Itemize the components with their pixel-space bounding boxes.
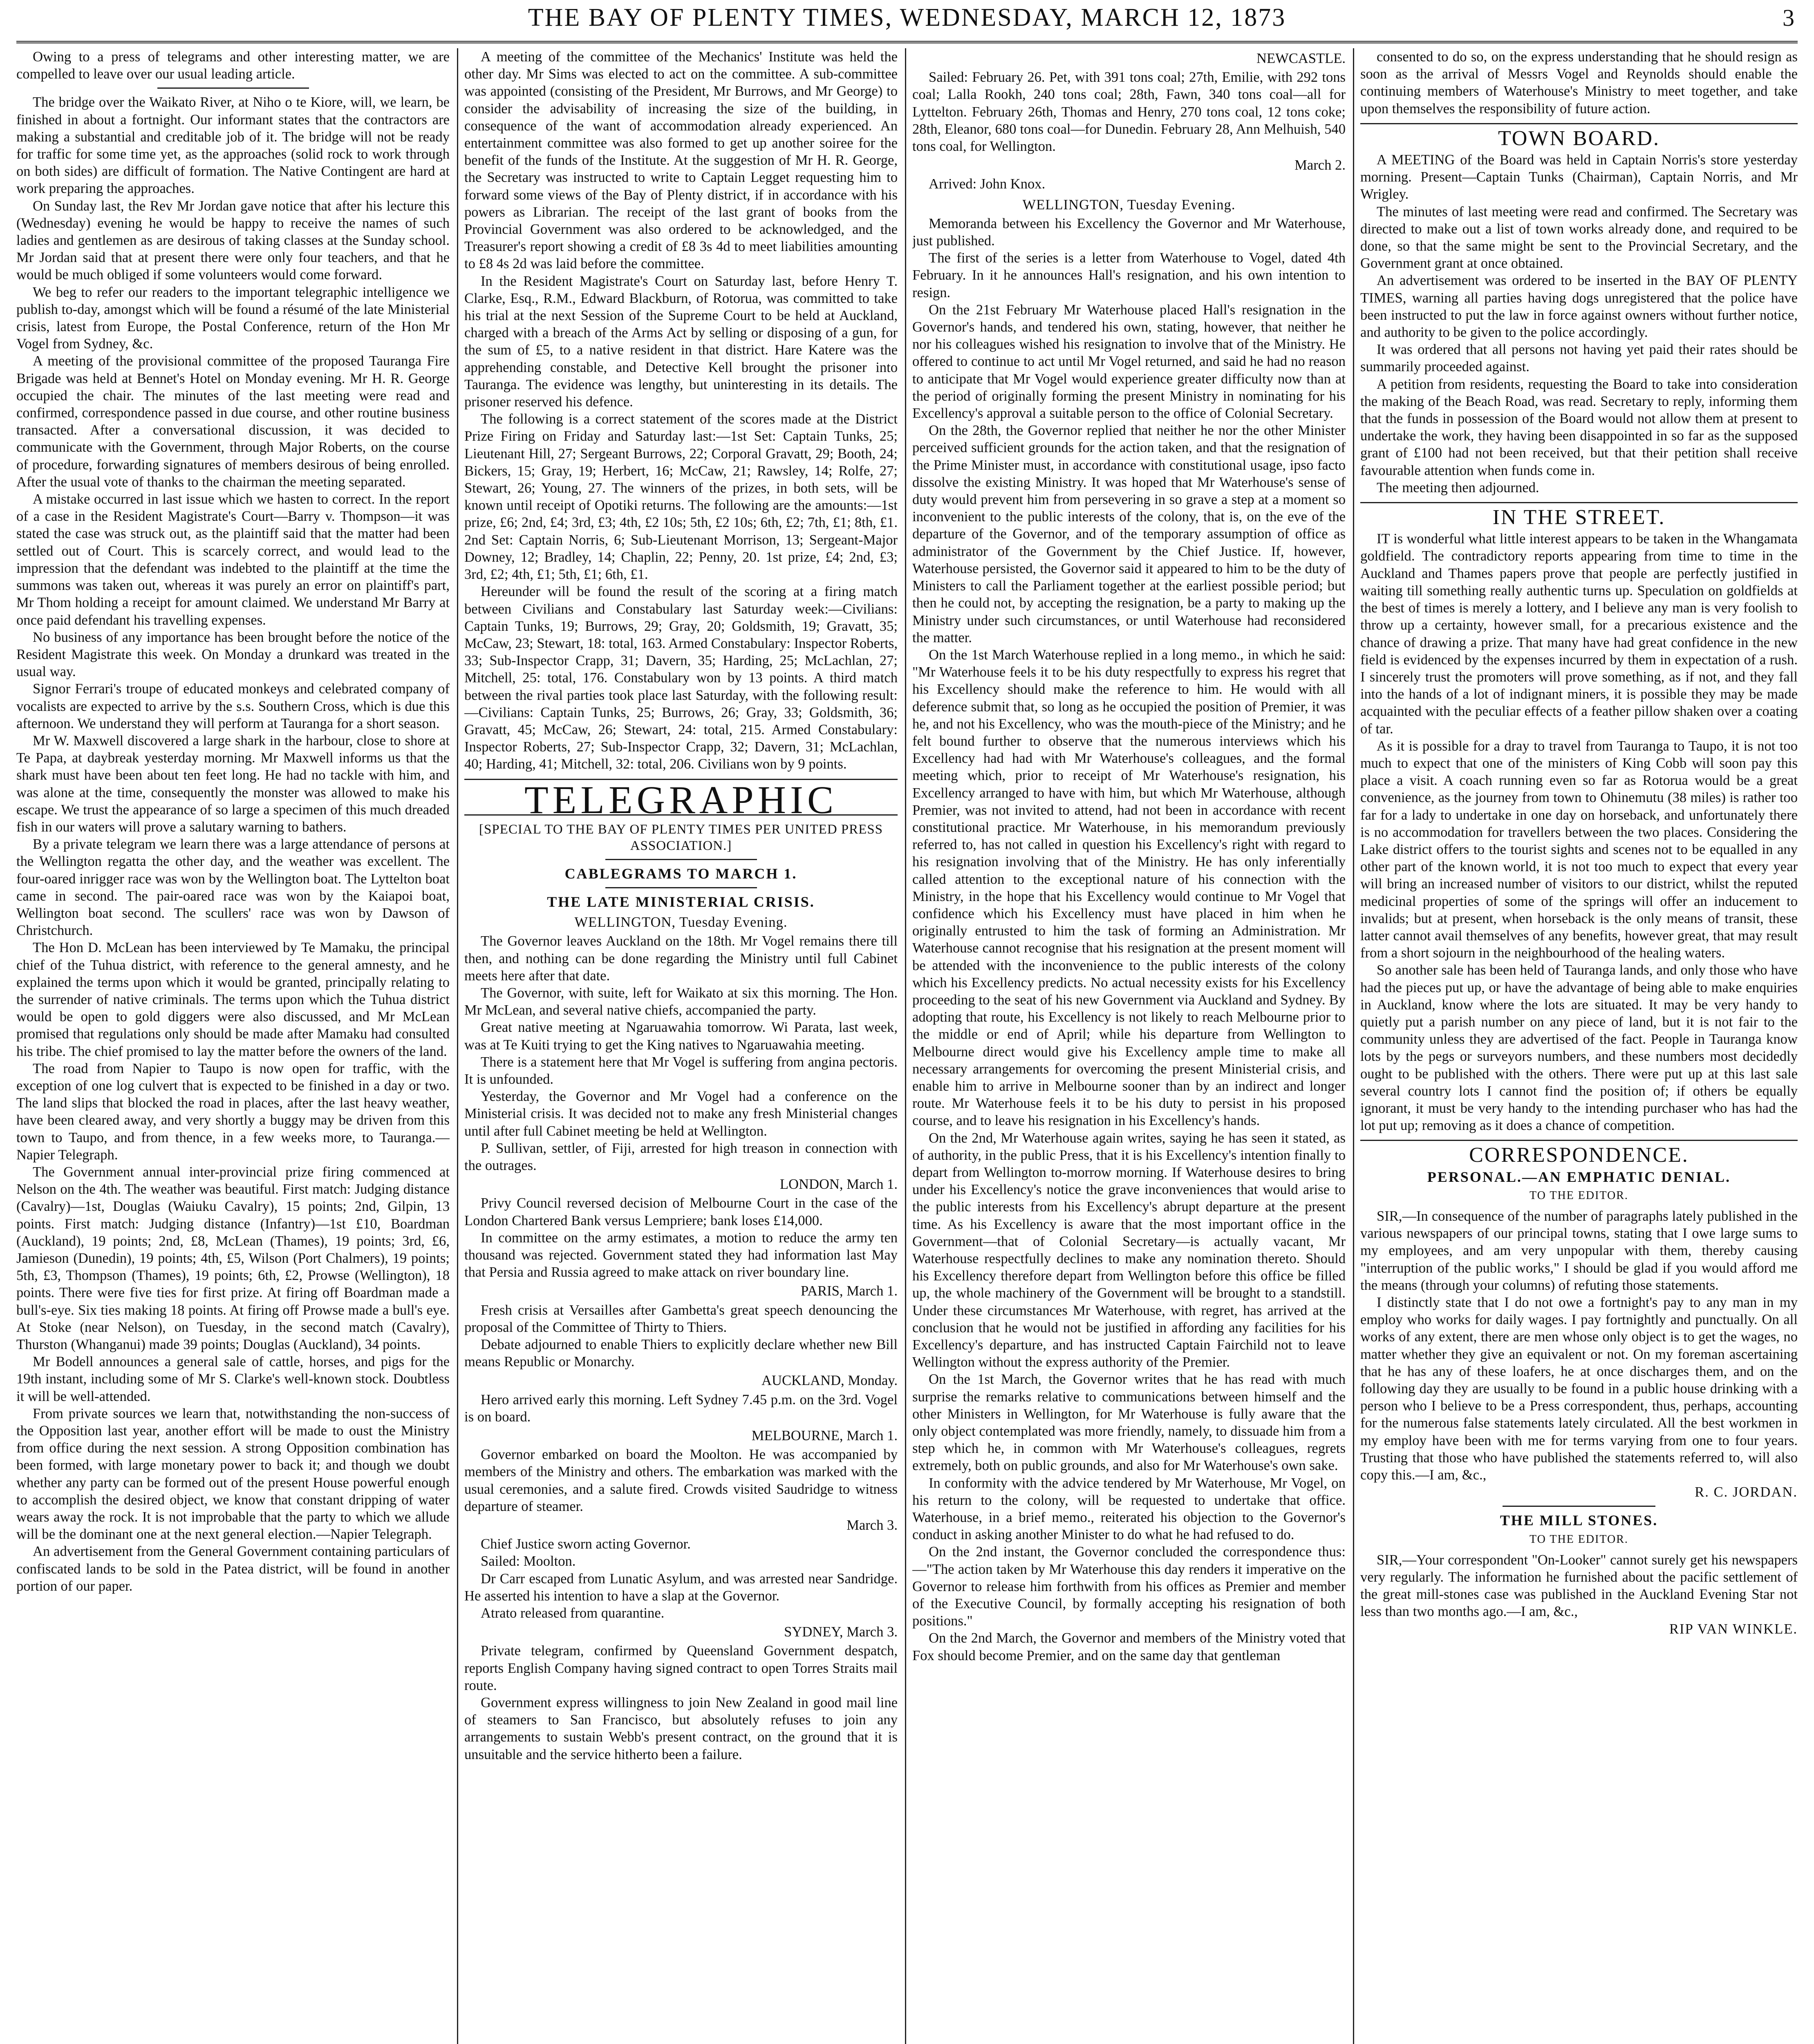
divider [1360, 502, 1798, 503]
paragraph: On the 21st February Mr Waterhouse placed Hall's resignation in the Governor's hands, and tendered his own, stating, however, that neither he nor his colleagues wished his resignation to involve that of the Ministry. He offered to continue to act until Mr Vogel returned, and said he had no reason to anticipate that Mr Vogel would experience greater difficulty now than at the period of originally forming the present Ministry in nominating for his Excellency's approval a suitable person to the office of Colonial Secretary. [912, 302, 1346, 421]
paragraph: On the 1st March, the Governor writes that he has read with much surprise the remarks relative to communications between himself and the other Ministers in Wellington, for Mr Waterhouse is fully aware that the only object contemplated was more friendly, namely, to dissuade him from a step which he, in common with Mr Waterhouse's colleagues, regrets extremely, both on public grounds, and also for Mr Waterhouse's own sake. [912, 1372, 1346, 1474]
paragraph: Owing to a press of telegrams and other interesting matter, we are compelled to leave over our usual leading article. [16, 49, 450, 82]
dateline: AUCKLAND, Monday. [761, 1373, 898, 1389]
paragraph: The road from Napier to Taupo is now open for traffic, with the exception of one log culvert that is expected to be finished in a day or two. The land slips that blocked the road in places, after the last heavy weather, have been cleared away, and very shortly a buggy may be driven from this town to Taupo, and from thence, in a few weeks more, to Tauranga.—Napier Telegraph. [16, 1060, 450, 1163]
paragraph: On the 2nd March, the Governor and members of the Ministry voted that Fox should become Premier, and on the same day that gentleman [912, 1630, 1346, 1663]
in-the-street-heading: IN THE STREET. [1492, 506, 1666, 529]
paragraph: As it is possible for a dray to travel from Tauranga to Taupo, it is not too much to expect that one of the ministers of King Cobb will soon pay this place a visit. A coach running even so far as Rotorua would be a great convenience, as the journey from town to Ohinemutu (38 miles) is rather too far for a lady to undertake in one day on horseback, and unfortunately there is no accommodation for travellers between the two places. Considering the Lake district offers to the tourist sights and scenes not to be equalled in any other part of the known world, it is not too much to expect that every year will bring an increased number of visitors to our district, whilst the reputed medicinal properties of some of the springs will offer an inducement to invalids; but at present, when horseback is the only means of transit, these latter cannot avail themselves of any benefits, however great, that may result from a short sojourn in the neighbourhood of the healing waters. [1360, 738, 1798, 961]
column-4 [1360, 48, 1798, 2044]
paragraph: No business of any importance has been brought before the notice of the Resident Magistrate this week. On Monday a drunkard was treated in the usual way. [16, 629, 450, 680]
newspaper-title: THE BAY OF PLENTY TIMES, WEDNESDAY, MARCH 12, 1873 [528, 4, 1286, 31]
divider [157, 87, 309, 89]
paragraph: Sailed: Moolton. [481, 1553, 576, 1569]
paragraph: consented to do so, on the express understanding that he should resign as soon as the arrival of Messrs Vogel and Reynolds should enable the continuing members of Waterhouse's Ministry to meet together, and take upon themselves the responsibility of future action. [1360, 49, 1798, 117]
correspondence-heading: CORRESPONDENCE. [1469, 1143, 1689, 1167]
paragraph: Debate adjourned to enable Thiers to explicitly declare whether new Bill means Republic or Monarchy. [464, 1337, 898, 1370]
letter-paragraph: SIR,—In consequence of the number of paragraphs lately published in the various newspapers of our principal towns, stating that I owe large sums to my employees, and am very unpopular with them, thereby causing "interruption of the public works," I should be glad if you would afford me the means (through your columns) of refuting those statements. [1360, 1208, 1798, 1293]
dateline: SYDNEY, March 3. [784, 1624, 898, 1640]
personal-heading: PERSONAL.—AN EMPHATIC DENIAL. [1427, 1168, 1731, 1185]
paragraph: Yesterday, the Governor and Mr Vogel had a conference on the Ministerial crisis. It was decided not to make any fresh Ministerial changes until after full Cabinet meeting be held at Wellington. [464, 1089, 898, 1139]
paragraph: Government express willingness to join New Zealand in good mail line of steamers to San Francisco, but absolutely refuses to join any arrangements to sustain Webb's present contract, on the ground that it is unsuitable and the service hitherto been a failure. [464, 1695, 898, 1762]
paragraph: A petition from residents, requesting the Board to take into consideration the making of the Beach Road, was read. Secretary to reply, informing them that the funds in possession of the Board would not allow them at present to undertake the work, they having been disappointed in so far as the supposed grant of £100 had not been received, but that their petition shall receive favourable attention when funds come in. [1360, 376, 1798, 478]
divider [1503, 1506, 1656, 1507]
paragraph: Private telegram, confirmed by Queensland Government despatch, reports English Company having signed contract to open Torres Straits mail route. [464, 1643, 898, 1693]
paragraph: We beg to refer our readers to the important telegraphic intelligence we publish to-day, amongst which will be found a résumé of the late Ministerial crisis, latest from Europe, the Postal Conference, return of the Hon Mr Vogel from Sydney, &c. [16, 284, 450, 352]
paragraph: Mr W. Maxwell discovered a large shark in the harbour, close to shore at Te Papa, at daybreak yesterday morning. Mr Maxwell informs us that the shark must have been about ten feet long. He had no tackle with him, and was alone at the time, consequently the monster was allowed to make his escape. We trust the appearance of so large a specimen of this much dreaded fish in our waters will prove a salutary warning to bathers. [16, 733, 450, 835]
paragraph: The Governor leaves Auckland on the 18th. Mr Vogel remains there till then, and nothing can be done regarding the Ministry until full Cabinet meets here after that date. [464, 933, 898, 984]
column-3 [912, 48, 1346, 2044]
paragraph: The meeting then adjourned. [1377, 480, 1539, 495]
dateline: LONDON, March 1. [779, 1177, 898, 1192]
paragraph: On Sunday last, the Rev Mr Jordan gave notice that after his lecture this (Wednesday) evening he would be happy to receive the names of such ladies and gentlemen as are desirous of taking classes at the Sunday school. Mr Jordan said that at present there were only four teachers, and that he would be much obliged if some volunteers would come forward. [16, 198, 450, 283]
paragraph: Fresh crisis at Versailles after Gambetta's great speech denouncing the proposal of the Committee of Thirty to Thiers. [464, 1302, 898, 1335]
divider [605, 859, 757, 860]
paragraph: Sailed: February 26. Pet, with 391 tons coal; 27th, Emilie, with 292 tons coal; Lalla Rookh, 240 tons coal; 28th, Fawn, 340 tons coal—all for Lyttelton. February 26th, Thomas and Henry, 270 tons coal, 12 tons coke; 28th, Eleanor, 680 tons coal—for Dunedin. February 28, Ann Melhuish, 540 tons coal, for Wellington. [912, 69, 1346, 155]
masthead [0, 0, 1814, 49]
paragraph: An advertisement was ordered to be inserted in the BAY OF PLENTY TIMES, warning all parties having dogs unregistered that the police have been instructed to put the law in force against owners without further notice, and authority to be given to the police accordingly. [1360, 273, 1798, 341]
to-the-editor: TO THE EDITOR. [1530, 1533, 1628, 1546]
paragraph: The first of the series is a letter from Waterhouse to Vogel, dated 4th February. In it he announces Hall's resignation, and his own intention to resign. [912, 250, 1346, 300]
dateline: PARIS, March 1. [801, 1283, 898, 1299]
divider [605, 887, 757, 888]
paragraph: P. Sullivan, settler, of Fiji, arrested for high treason in connection with the outrages. [464, 1140, 898, 1173]
paragraph: On the 1st March Waterhouse replied in a long memo., in which he said: "Mr Waterhouse feels it to be his duty respectfully to express his regret that his Excellency should make the reference to him. He would with all deference submit that, so long as he occupied the position of Premier, it was he, and not his Excellency, who was the mouth-piece of the Ministry; and he felt bound further to observe that the numerous interviews which his Excellency had had with Mr Waterhouse's colleagues, and the formal meeting which, prior to receipt of Mr Waterhouse's resignation, his Excellency arranged to have with him, but which Mr Waterhouse, although Premier, was not invited to attend, had not been in accordance with recent constitutional practice. Mr Waterhouse, in his memorandum previously referred to, has not called in question his Excellency's right with regard to his resignation involving that of the Ministry. He has only inferentially called attention to the exceptional nature of his connection with the Ministry, in the hope that his Excellency would continue to Mr Vogel that confidence which his Excellency must have placed in him when he originally entrusted to him the task of forming an Administration. Mr Waterhouse cannot recognise that his resignation at the present moment will be attended with the inconvenience to the public interests of the colony which his Excellency predicts. No actual necessity exists for his Excellency proceeding to the seat of his new Government via Auckland and Sydney. By adopting that route, his Excellency is not likely to reach Melbourne prior to the middle or end of April; while his departure from Wellington to Melbourne direct would give his Excellency ample time to make all necessary arrangements for overcoming the present Ministerial crisis, and enable him to arrive in Melbourne sooner than by an indirect and longer route. Mr Waterhouse feels it to be his duty to persist in his proposed course, and to leave his resignation in his Excellency's hands. [912, 647, 1346, 1129]
town-board-heading: TOWN BOARD. [1498, 126, 1660, 150]
paragraph: Atrato released from quarantine. [481, 1605, 665, 1621]
dateline: NEWCASTLE. [1256, 51, 1346, 66]
paragraph: IT is wonderful what little interest appears to be taken in the Whangamata goldfield. The contradictory reports appearing from time to time in the Auckland and Thames papers prove that people are perfectly justified in waiting till something really authentic turns up. Speculation on goldfields at the best of times is merely a lottery, and I believe any man is very foolish to throw up a certainty, however small, for a precarious existence and the chance of drawing a prize. That many have had great confidence in the new field is evidenced by the expenses incurred by them in expectation of a rush. I sincerely trust the promoters will prove something, as if not, and they fall into the hands of a lot of indignant miners, it is possible they may be made acquainted with the peculiar effects of a feather pillow shaken over a coating of tar. [1360, 531, 1798, 737]
paragraph: The Government annual inter-provincial prize firing commenced at Nelson on the 4th. The weather was beautiful. First match: Judging distance (Cavalry)—1st, Douglas (Waiuku Cavalry), 15 points; 2nd, Gilpin, 13 points. First match: Judging distance (Infantry)—1st £10, Boardman (Auckland), 19 points; 2nd, £8, McLean (Thames), 19 points; 3rd, £6, Jamieson (Dunedin), 19 points; 4th, £5, Wilson (Port Chalmers), 19 points; 5th, £3, Thompson (Thames), 19 points; 6th, £2, Prowse (Wellington), 18 points. There were five ties for first prize. At firing off Boardman made a bull's-eye. Six ties making 18 points. At firing off Prowse made a bull's eye. At Stoke (near Nelson), on Tuesday, in the second match (Cavalry), Thurston (Whanganui) made 39 points; Douglas (Auckland), 34 points. [16, 1164, 450, 1353]
paragraph: An advertisement from the General Government containing particulars of confiscated lands to be sold in the Patea district, will be found in another portion of our paper. [16, 1544, 450, 1594]
letter-paragraph: I distinctly state that I do not owe a fortnight's pay to any man in my employ who works for daily wages. I pay fortnightly and punctually. On all works of any extent, there are men whose only object is to get the wages, no matter whether they give an equivalent or not. On my foreman ascertaining that he has any of these loafers, he at once discharges them, and on the following day they are usually to be found in a public house drinking with a person who I believe to be a Press correspondent, thus, perhaps, accounting for the numerous false statements lately circulated. All the best workmen in my employ have been with me for terms varying from one to four years. Trusting that those who have published the statements referred to, will also copy this.—I am, &c., [1360, 1295, 1798, 1483]
paragraph: So another sale has been held of Tauranga lands, and only those who have had the pieces put up, or have the advantage of being able to make enquiries in Auckland, know where the lots are situated. It may be very handy to quietly put a parish number on any piece of land, but it is not fair to the community unless they are advertised of the fact. People in Tauranga know lots by the pegs or surveyors numbers, and these numbers most decidedly ought to be published with the others. There were put up at this last sale several country lots I cannot find the position of; if others be equally ignorant, it must be very handy to the intending purchaser who has had the lot put up; removing as it does a chance of competition. [1360, 962, 1798, 1134]
paragraph: Signor Ferrari's troupe of educated monkeys and celebrated company of vocalists are expected to arrive by the s.s. Southern Cross, which is due this afternoon. We understand they will perform at Tauranga for a short season. [16, 681, 450, 731]
divider [1360, 1140, 1798, 1141]
paragraph: In conformity with the advice tendered by Mr Waterhouse, Mr Vogel, on his return to the colony, will be requested to undertake that office. Waterhouse, in a brief memo., reiterated his objection to the Governor's conduct in asking another Minister to do what he had refused to do. [912, 1475, 1346, 1543]
dateline: MELBOURNE, March 1. [751, 1428, 898, 1444]
dateline: March 2. [1294, 157, 1346, 173]
column-rule [457, 48, 458, 2044]
paragraph: Hero arrived early this morning. Left Sydney 7.45 p.m. on the 3rd. Vogel is on board. [464, 1392, 898, 1425]
paragraph: Mr Bodell announces a general sale of cattle, horses, and pigs for the 19th instant, including some of Mr S. Clarke's well-known stock. Doubtless it will be well-attended. [16, 1354, 450, 1404]
to-the-editor: TO THE EDITOR. [1530, 1189, 1628, 1202]
divider [1360, 123, 1798, 124]
dateline: March 3. [847, 1517, 898, 1533]
signature: R. C. JORDAN. [1695, 1484, 1798, 1500]
paragraph: In the Resident Magistrate's Court on Saturday last, before Henry T. Clarke, Esq., R.M., Edward Blackburn, of Rotorua, was committed to take his trial at the next Session of the Supreme Court to be held at Auckland, charged with a breach of the Arms Act by selling or disposing of a gun, for the sum of £5, to a native resident in that district. Hare Katere was the apprehending constable, and Detective Kell brought the prisoner into Tauranga. The evidence was lengthy, but uninteresting in its details. The prisoner reserved his defence. [464, 273, 898, 410]
signature: RIP VAN WINKLE. [1669, 1621, 1798, 1637]
paragraph: Arrived: John Knox. [929, 176, 1046, 192]
column-1 [16, 48, 450, 2044]
paragraph: Hereunder will be found the result of the scoring at a firing match between Civilians and Constabulary last Saturday week:—Civilians: Captain Tunks, 19; Burrows, 29; Gray, 20; Goldsmith, 19; Gravatt, 35; McCaw, 23; Stewart, 18: total, 163. Armed Constabulary: Inspector Roberts, 33; Sub-Inspector Crapp, 31; Davern, 35; Harding, 25; McLachlan, 27; Mitchell, 25: total, 176. Constabulary won by 13 points. A third match between the rival parties took place last Saturday, with the following result:—Civilians: Captain Tunks, 25; Burrows, 26; Gray, 33; Goldsmith, 36; Gravatt, 45; McCaw, 26; Stewart, 24: total, 215. Armed Constabulary: Inspector Roberts, 27; Sub-Inspector Crapp, 32; Davern, 31; McLachlan, 40; Harding, 41; Mitchell, 32: total, 206. Civilians won by 9 points. [464, 584, 898, 772]
paragraph: The Hon D. McLean has been interviewed by Te Mamaku, the principal chief of the Tuhua district, with reference to the general amnesty, and he explained the terms upon which it would be granted, principally relating to the surrender of native criminals. The terms upon which the Tuhua district would be open to gold diggers were also discussed, and Mr McLean promised that regulations only should be made after Mamaku had consulted his tribe. The chief promised to lay the matter before the owners of the land. [16, 940, 450, 1059]
column-2 [464, 48, 898, 2044]
paragraph: In committee on the army estimates, a motion to reduce the army ten thousand was rejected. Government stated they had information last May that Persia and Russia agreed to make attack on river boundary line. [464, 1230, 898, 1280]
letter-paragraph: SIR,—Your correspondent "On-Looker" cannot surely get his newspapers very regularly. The information he furnished about the pacific settlement of the great mill-stones case was published in the Auckland Evening Star not less than two months ago.—I am, &c., [1360, 1552, 1798, 1620]
paragraph: The following is a correct statement of the scores made at the District Prize Firing on Friday and Saturday last:—1st Set: Captain Tunks, 25; Lieutenant Hill, 27; Sergeant Burrows, 22; Corporal Gravatt, 29; Booth, 24; Bickers, 15; Gray, 19; Herbert, 16; McCaw, 21; Rawsley, 14; Rolfe, 27; Stewart, 26; Young, 27. The winners of the prizes, in both sets, will be known until receipt of Opotiki returns. The following are the amounts:—1st prize, £6; 2nd, £4; 3rd, £3; 4th, £2 10s; 5th, £2 10s; 6th, £2; 7th, £1; 8th, £1. 2nd Set: Captain Norris, 6; Sub-Lieutenant Morrison, 13; Sergeant-Major Downey, 12; Bradley, 14; Chaplin, 22; Penny, 20. 1st prize, £4; 2nd, £3; 3rd, £2; 4th, £1; 5th, £1; 6th, £1. [464, 411, 898, 583]
paragraph: The bridge over the Waikato River, at Niho o te Kiore, will, we learn, be finished in about a fortnight. Our informant states that the contractors are making a substantial and creditable job of it. The bridge will not be ready for traffic for some time yet, as the approaches (solid rock to work through on both sides) are difficult of formation. The Native Contingent are hard at work preparing the approaches. [16, 94, 450, 197]
paragraph: Dr Carr escaped from Lunatic Asylum, and was arrested near Sandridge. He asserted his intention to have a slap at the Governor. [464, 1571, 898, 1604]
page-number: 3 [1783, 4, 1794, 31]
paragraph: On the 2nd, Mr Waterhouse again writes, saying he has seen it stated, as of authority, in the public Press, that it is his Excellency's intention finally to depart from Wellington to-morrow morning. If Waterhouse desires to bring under his Excellency's notice the grave inconveniences that would arise to the public interests from his Excellency's abrupt departure at the present time. As his Excellency is aware that the most important office in the Government—that of Colonial Secretary—is actually vacant, Mr Waterhouse respectfully declines to make any nomination thereto. Should his Excellency therefore depart from Wellington before this office be filled up, the whole machinery of the Government will be brought to a standstill. Under these circumstances Mr Waterhouse, with regret, has arrived at the conclusion that he would not be justified in affording any facilities for his Excellency's departure, and has instructed Captain Fairchild not to leave Wellington without the express authority of the Premier. [912, 1130, 1346, 1370]
paragraph: A mistake occurred in last issue which we hasten to correct. In the report of a case in the Resident Magistrate's Court—Barry v. Thompson—it was stated the case was struck out, as the plaintiff said that the matter had been settled out of Court. This is scarcely correct, and would lead to the impression that the defendant was indebted to the plaintiff at the time the summons was taken out, whereas it was purely an error on plaintiff's part, Mr Thom holding a receipt for amount claimed. We understand Mr Barry at once paid defendant his travelling expenses. [16, 491, 450, 628]
mill-stones-heading: THE MILL STONES. [1500, 1512, 1658, 1529]
paragraph: A meeting of the committee of the Mechanics' Institute was held the other day. Mr Sims was elected to act on the committee. A sub-committee was appointed (consisting of the President, Mr Burrows, and Mr George) to consider the advisability of increasing the size of the building, in consequence of the want of accommodation already experienced. An entertainment committee was also formed to get up another soiree for the benefit of the funds of the Institute. At the suggestion of Mr H. R. George, the Secretary was instructed to write to Captain Legget requesting him to forward some views of the Bay of Plenty district, if in accordance with his powers as Librarian. The receipt of the last grant of books from the Provincial Government was also ordered to be acknowledged, and the Treasurer's report showing a credit of £8 3s 4d to meet liabilities amounting to £8 4s 2d was laid before the committee. [464, 49, 898, 272]
paragraph: By a private telegram we learn there was a large attendance of persons at the Wellington regatta the other day, and the weather was excellent. The four-oared inrigger race was won by the Wellington boat. The Lyttelton boat came in second. The pair-oared race was won by the Kaiapoi boat, Wellington boat second. The scullers' race was won by Dawson of Christchurch. [16, 836, 450, 939]
crisis-heading: THE LATE MINISTERIAL CRISIS. [547, 893, 815, 910]
paragraph: On the 28th, the Governor replied that neither he nor the other Minister perceived sufficient grounds for the action taken, and that the resignation of the Prime Minister must, in accordance with constitutional usage, ipso facto dissolve the existing Ministry. It was hoped that Mr Waterhouse's sense of duty would prevent him from persevering in so grave a step at a moment so inconvenient to the public interests of the colony, that is, on the eve of the departure of the Governor, and of the temporary assumption of office as administrator of the Government by the Chief Justice. If, however, Waterhouse persisted, the Governor said it appeared to him to be the duty of Ministers to call the Parliament together at the earliest possible period; but then he could not, by accepting the resignation, be a party to making up the Ministry under such circumstances, or until Waterhouse had reconsidered the matter. [912, 423, 1346, 645]
paragraph: Governor embarked on board the Moolton. He was accompanied by members of the Ministry and others. The embarkation was marked with the usual ceremonies, and a salute fired. Crowds visited Saudridge to witness departure of steamer. [464, 1447, 898, 1514]
paragraph: The Governor, with suite, left for Waikato at six this morning. The Hon. Mr McLean, and several native chiefs, accompanied the party. [464, 985, 898, 1018]
column-rule [1353, 48, 1354, 2044]
dateline: WELLINGTON, Tuesday Evening. [1022, 197, 1236, 213]
masthead-rule [16, 41, 1798, 43]
dateline: WELLINGTON, Tuesday Evening. [574, 914, 788, 930]
telegraphic-heading: TELEGRAPHIC [524, 778, 838, 822]
paragraph: Chief Justice sworn acting Governor. [481, 1536, 691, 1552]
paragraph: It was ordered that all persons not having yet paid their rates should be summarily proceeded against. [1360, 342, 1798, 375]
paragraph: There is a statement here that Mr Vogel is suffering from angina pectoris. It is unfounded. [464, 1054, 898, 1087]
paragraph: Privy Council reversed decision of Melbourne Court in the case of the London Chartered Bank versus Lempriere; bank loses £14,000. [464, 1195, 898, 1228]
paragraph: The minutes of last meeting were read and confirmed. The Secretary was directed to make out a list of town works already done, and required to be done, so that the same might be sent to the Provincial Secretary, and the Government grant at once obtained. [1360, 204, 1798, 271]
paragraph: A MEETING of the Board was held in Captain Norris's store yesterday morning. Present—Captain Tunks (Chairman), Captain Norris, and Mr Wrigley. [1360, 152, 1798, 202]
special-note: [SPECIAL TO THE BAY OF PLENTY TIMES PER UNITED PRESS ASSOCIATION.] [479, 822, 883, 853]
column-rule [905, 48, 906, 2044]
paragraph: Great native meeting at Ngaruawahia tomorrow. Wi Parata, last week, was at Te Kuiti trying to get the King natives to Ngaruawahia meeting. [464, 1020, 898, 1053]
cablegrams-heading: CABLEGRAMS TO MARCH 1. [564, 865, 797, 882]
paragraph: A meeting of the provisional committee of the proposed Tauranga Fire Brigade was held at Bennet's Hotel on Monday evening. Mr H. R. George occupied the chair. The minutes of the last meeting were read and confirmed, correspondence passed in due course, and other routine business transacted. After a conversational discussion, it was decided to communicate with the Government, through Major Roberts, on the course of procedure, forwarding signatures of members desirous of being enrolled. After the usual vote of thanks to the chairman the meeting separated. [16, 353, 450, 490]
paragraph: Memoranda between his Excellency the Governor and Mr Waterhouse, just published. [912, 215, 1346, 249]
paragraph: From private sources we learn that, notwithstanding the non-success of the Opposition last year, another effort will be made to oust the Ministry from office during the next session. A strong Opposition combination has been formed, with large monetary power to back it; and though we doubt whether any party can be formed out of the present House powerful enough to accomplish the desired object, we know that constant dripping of water wears away the rock. It is not improbable that the party to which we allude will be the dominant one at the next general election.—Napier Telegraph. [16, 1405, 450, 1542]
paragraph: On the 2nd instant, the Governor concluded the correspondence thus:—"The action taken by Mr Waterhouse this day renders it imperative on the Governor to release him forthwith from his offices as Premier and member of the Executive Council, by formally accepting his resignation of both positions." [912, 1544, 1346, 1629]
